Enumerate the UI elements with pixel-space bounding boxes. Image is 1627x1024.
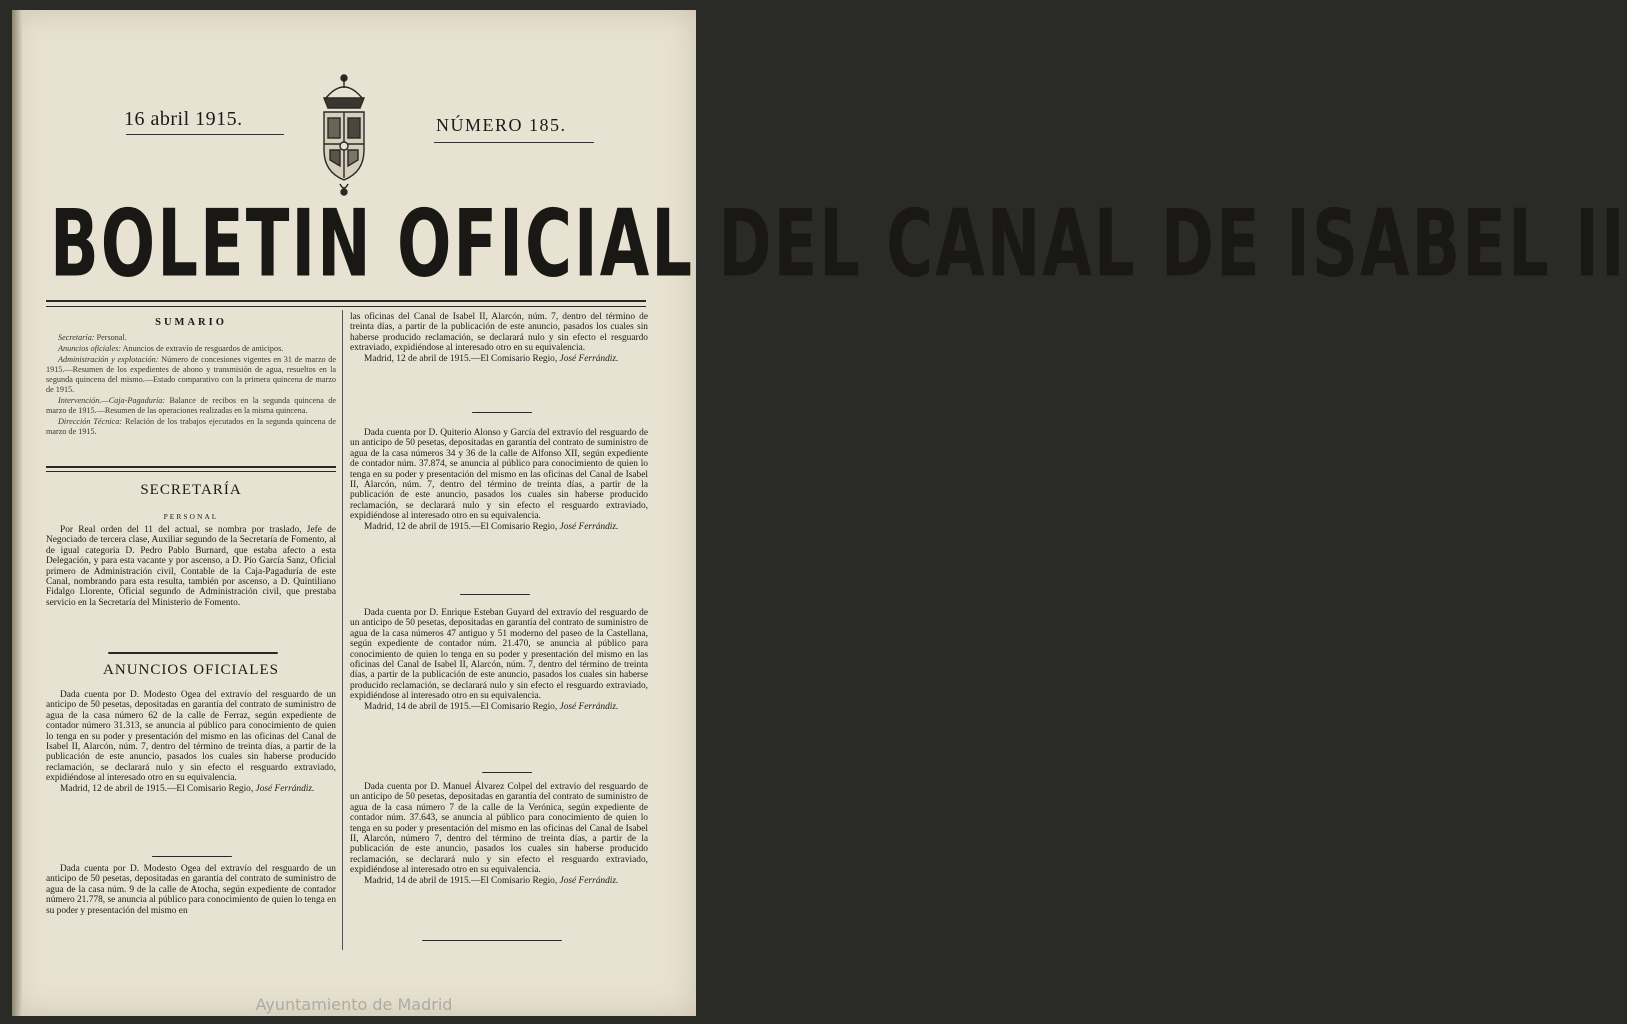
end-flourish bbox=[422, 940, 562, 941]
anuncio-signature: Madrid, 14 de abril de 1915.—El Comisario Regio, José Ferrándiz. bbox=[364, 875, 619, 886]
anuncio-block bbox=[350, 608, 648, 712]
newspaper-page bbox=[12, 10, 1627, 1016]
sumario-entry: Anuncios oficiales: Anuncios de extravío de resguardos de anticipos. bbox=[58, 344, 284, 353]
anuncio-paragraph: Dada cuenta por D. Quiterio Alonso y García del extravío del resguardo de un anticipo de 50 pesetas, depositadas en garantía del contrato de suministro de agua de la casa números 34 y 36 de la calle de Alfonso XII, según expediente de contador núm. 37.874, se anuncia al público para conocimiento de quien lo tenga en su poder y presentación del mismo en las oficinas del Canal de Isabel II, Alarcón, núm. 7, dentro del término de treinta días, a partir de la publicación de este anuncio, pasados los cuales sin haberse producido reclamación, se declarará nulo y sin efecto el resguardo extraviado, expidiéndose al interesado otro en su equivalencia. bbox=[350, 428, 648, 522]
anuncio-block bbox=[350, 782, 648, 886]
anuncio-paragraph: Dada cuenta por D. Modesto Ogea del extravío del resguardo de un anticipo de 50 pesetas, depositadas en garantía del contrato de suministro de agua de la casa núm. 9 de la calle de Atocha, según expediente de contador número 21.778, se anuncia al público para conocimiento de quien lo tenga en su poder y presentación del mismo en bbox=[46, 864, 337, 916]
anuncio-signature: Madrid, 14 de abril de 1915.—El Comisario Regio, José Ferrándiz. bbox=[364, 701, 619, 712]
number-underline bbox=[434, 142, 594, 143]
item-divider bbox=[472, 412, 532, 413]
sumario-entry: Administración y explotación: Número de concesiones vigentes en 31 de marzo de 1915.—Resumen de los expedientes de abono y transmisión de agua, resueltos en la segunda quincena del mismo.—Estado comparativo con la primera quincena de marzo de 1915. bbox=[46, 355, 336, 394]
anuncio-paragraph: Dada cuenta por D. Modesto Ogea del extravío del resguardo de un anticipo de 50 pesetas, depositadas en garantía del contrato de suministro de agua de la casa número 62 de la calle de Ferraz, según expediente de contador número 31.313, se anuncia al público para conocimiento de quien lo tenga en su poder y presentación del mismo en las oficinas del Canal de Isabel II, Alarcón, núm. 7, dentro del término de treinta días, a partir de la publicación de este anuncio, pasados los cuales sin haberse producido reclamación, se declarará nulo y sin efecto el resguardo extraviado, expidiéndose al interesado otro en su equivalencia. bbox=[46, 690, 336, 784]
sumario-entry: Secretaría: Personal. bbox=[58, 333, 127, 342]
column-divider bbox=[342, 310, 343, 950]
masthead-rule-thin bbox=[46, 306, 646, 307]
anuncio-signature: Madrid, 12 de abril de 1915.—El Comisario Regio, José Ferrándiz. bbox=[60, 783, 315, 794]
sumario-rule bbox=[46, 466, 336, 468]
continuation-signature: Madrid, 12 de abril de 1915.—El Comisario Regio, José Ferrándiz. bbox=[364, 353, 619, 364]
item-divider bbox=[152, 856, 232, 857]
page-spine bbox=[12, 10, 22, 1016]
secretaria-heading: SECRETARÍA bbox=[140, 482, 242, 498]
anuncio-block bbox=[46, 864, 336, 916]
anuncio-paragraph: Dada cuenta por D. Manuel Álvarez Colpel del extravío del resguardo de un anticipo de 50 pesetas, depositadas en garantía del contrato de suministro de agua de la casa número 7 de la calle de la Verónica, según expediente de contador núm. 37.643, se anuncia al público para conocimiento de quien lo tenga en su poder y presentación del mismo en las oficinas del Canal de Isabel II, Alarcón, número 7, dentro del término de treinta días, a partir de la publicación de este anuncio, pasados los cuales sin haberse producido reclamación, se declarará nulo y sin efecto el resguardo extraviado, expidiéndose al interesado otro en su equivalencia. bbox=[350, 782, 648, 876]
anuncio-signature: Madrid, 12 de abril de 1915.—El Comisario Regio, José Ferrándiz. bbox=[364, 521, 619, 532]
anuncio-block bbox=[46, 690, 336, 794]
section-divider bbox=[108, 652, 278, 654]
sumario-entry: Dirección Técnica: Relación de los trabajos ejecutados en la segunda quincena de marzo de 1915. bbox=[46, 417, 336, 436]
item-divider bbox=[460, 594, 530, 595]
masthead-title: BOLETIN OFICIAL DEL CANAL DE ISABEL II bbox=[50, 191, 1627, 299]
secretaria-body bbox=[46, 525, 336, 608]
masthead-rule bbox=[46, 300, 646, 302]
continuation-paragraph: las oficinas del Canal de Isabel II, Alarcón, núm. 7, dentro del término de treinta días, a partir de la publicación de este anuncio, pasados los cuales sin haberse producido reclamación, se declarará nulo y sin efecto el resguardo extraviado, expidiéndose al interesado otro en su equivalencia. bbox=[350, 312, 648, 354]
item-divider bbox=[482, 772, 532, 773]
issue-date: 16 abril 1915. bbox=[124, 108, 243, 130]
date-underline bbox=[126, 134, 284, 135]
secretaria-paragraph: Por Real orden del 11 del actual, se nombra por traslado, Jefe de Negociado de tercera clase, Auxiliar segundo de la Secretaría de Fomento, al de igual categoría D. Pedro Pablo Burnard, que estaba afecto a esta Delegación, y para esta vacante y por ascenso, a D. Pío García Sanz, Oficial primero de Administración civil, Contable de la Caja-Pagaduría de este Canal, nombrando para esta resulta, también por ascenso, a D. Quintiliano Fidalgo Llorente, Oficial segundo de Administración civil, que prestaba servicio en la Secretaría del Ministerio de Fomento. bbox=[46, 525, 336, 608]
continuation-block bbox=[350, 312, 648, 364]
personal-subheading: PERSONAL bbox=[163, 512, 219, 521]
sumario-rule-thin bbox=[46, 471, 336, 472]
sumario-heading: SUMARIO bbox=[155, 317, 227, 328]
sumario-entry: Intervención.—Caja-Pagaduría: Balance de recibos en la segunda quincena de marzo de 1915.—Resumen de las operaciones realizadas en la misma quincena. bbox=[46, 396, 336, 415]
issue-number: NÚMERO 185. bbox=[436, 115, 567, 135]
anuncio-paragraph: Dada cuenta por D. Enrique Esteban Guyard del extravío del resguardo de un anticipo de 50 pesetas, depositadas en garantía del contrato de suministro de agua de la casa números 47 antiguo y 51 moderno del paseo de la Castellana, según expediente de contador núm. 21.470, se anuncia al público para conocimiento de quien lo tenga en su poder y presentación del mismo en las oficinas del Canal de Isabel II, Alarcón, núm. 7, dentro del término de treinta días, a partir de la publicación de este anuncio, pasados los cuales sin haberse producido reclamación, se declarará nulo y sin efecto el resguardo extraviado, expidiéndose al interesado otro en su equivalencia. bbox=[350, 608, 648, 702]
sumario-list bbox=[46, 333, 336, 438]
anuncio-block bbox=[350, 428, 648, 532]
watermark: Ayuntamiento de Madrid bbox=[255, 995, 453, 1014]
anuncios-heading: ANUNCIOS OFICIALES bbox=[103, 662, 279, 678]
